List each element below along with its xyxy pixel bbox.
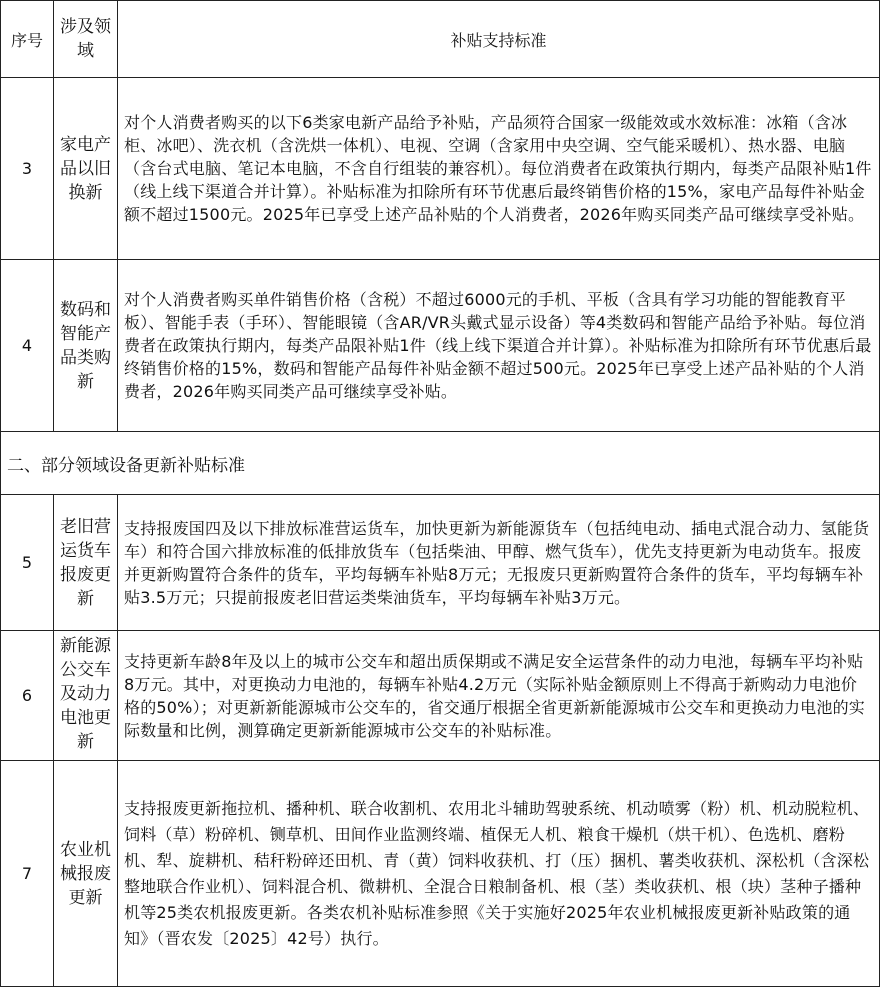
row-serial-number: 3 <box>1 78 54 260</box>
row-standard-text: 支持更新车龄8年及以上的城市公交车和超出质保期或不满足安全运营条件的动力电池，每辆车平均补贴8万元。其中，对更换动力电池的，每辆车补贴4.2万元（实际补贴金额原则上不得高于新购动力电池价格的50%）；对更新新能源城市公交车的，省交通厅根据全省更新新能源城市公交车和更换动力电池的实际数量和比例，测算确定更新新能源城市公交车的补贴标准。 <box>118 631 880 761</box>
table-row <box>1 260 880 432</box>
row-field: 新能源公交车及动力电池更新 <box>60 635 111 752</box>
row-serial-number: 7 <box>1 761 54 987</box>
table-row <box>1 761 880 987</box>
table-header-row <box>1 1 880 78</box>
row-serial-number: 4 <box>1 260 54 432</box>
row-serial-number: 5 <box>1 495 54 631</box>
row-standard-text: 支持报废国四及以下排放标准营运货车，加快更新为新能源货车（包括纯电动、插电式混合动力、氢能货车）和符合国六排放标准的低排放货车（包括柴油、甲醇、燃气货车），优先支持更新为电动货车。报废并更新购置符合条件的货车，平均每辆车补贴8万元；无报废只更新购置符合条件的货车，平均每辆车补贴3.5万元；只提前报废老旧营运类柴油货车，平均每辆车补贴3万元。 <box>118 495 880 631</box>
row-field: 老旧营运货车报废更新 <box>54 495 118 631</box>
section-heading-row <box>1 432 880 495</box>
row-field: 农业机械报废更新 <box>54 761 118 987</box>
row-field-cell <box>54 631 118 761</box>
header-subsidy-standard: 补贴支持标准 <box>118 1 880 78</box>
table-row <box>1 78 880 260</box>
row-serial-number: 6 <box>1 631 54 761</box>
header-field: 涉及领域 <box>54 1 118 78</box>
table-row <box>1 495 880 631</box>
row-standard-text: 对个人消费者购买单件销售价格（含税）不超过6000元的手机、平板（含具有学习功能的智能教育平板）、智能手表（手环）、智能眼镜（含AR/VR头戴式显示设备）等4类数码和智能产品给予补贴。每位消费者在政策执行期内，每类产品限补贴1件（线上线下渠道合并计算）。补贴标准为扣除所有环节优惠后最终销售价格的15%，数码和智能产品每件补贴金额不超过500元。2025年已享受上述产品补贴的个人消费者，2026年购买同类产品可继续享受补贴。 <box>118 260 880 432</box>
table-row <box>1 631 880 761</box>
row-field: 家电产品以旧换新 <box>54 78 118 260</box>
row-standard-text: 支持报废更新拖拉机、播种机、联合收割机、农用北斗辅助驾驶系统、机动喷雾（粉）机、机动脱粒机、饲料（草）粉碎机、铡草机、田间作业监测终端、植保无人机、粮食干燥机（烘干机）、色选机、磨粉机、犁、旋耕机、秸秆粉碎还田机、青（黄）饲料收获机、打（压）捆机、薯类收获机、深松机（含深松整地联合作业机）、饲料混合机、微耕机、全混合日粮制备机、根（茎）类收获机、根（块）茎种子播种机等25类农机报废更新。各类农机补贴标准参照《关于实施好2025年农业机械报废更新补贴政策的通知》（晋农发〔2025〕42号）执行。 <box>118 761 880 987</box>
header-serial-number: 序号 <box>1 1 54 78</box>
section-heading: 二、部分领域设备更新补贴标准 <box>1 432 880 495</box>
row-field: 数码和智能产品类购新 <box>54 260 118 432</box>
row-standard-text: 对个人消费者购买的以下6类家电新产品给予补贴，产品须符合国家一级能效或水效标准：冰箱（含冰柜、冰吧）、洗衣机（含洗烘一体机）、电视、空调（含家用中央空调、空气能采暖机）、热水器、电脑（含台式电脑、笔记本电脑，不含自行组装的兼容机）。每位消费者在政策执行期内，每类产品限补贴1件（线上线下渠道合并计算）。补贴标准为扣除所有环节优惠后最终销售价格的15%，家电产品每件补贴金额不超过1500元。2025年已享受上述产品补贴的个人消费者，2026年购买同类产品可继续享受补贴。 <box>118 78 880 260</box>
